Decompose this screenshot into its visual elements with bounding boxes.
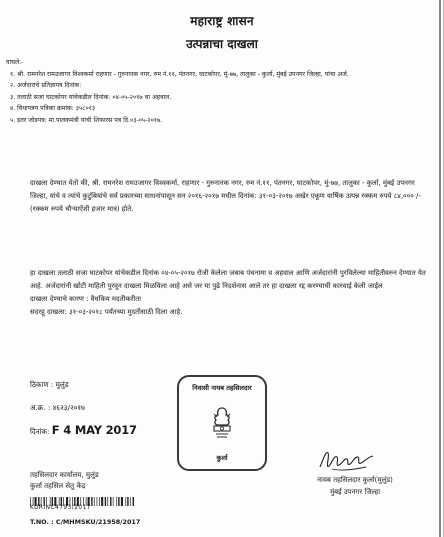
purpose-line: दाखला देण्याचे कारण : वैधकिय मदतीकरीता — [30, 295, 142, 303]
certificate-title: उत्पन्नाचा दाखला — [186, 37, 258, 51]
token-number: T.NO. : C/MHMSKU/21958/2017 — [30, 518, 141, 526]
setu-centre: कुर्ला तहसिल सेतु केंद्र — [30, 482, 86, 490]
basis-text: हा दाखला तलाठी सजा घाटकोपर यांचेकडील दिनांक ०४-०५-२०१७ रोजी केलेला जबाब पंचनामा व अहवाल आणि अर्जदारांनी पुरविलेल्या माहितीवरुन देण्यात येत आहे. अर्जदारांनी खोटी माहिती पुरवून दाखला मिळविला आहे असे जर या पुढे निदर्शनास आले तर हा दाखला रद्द करण्याची कारवाई केली जाईल — [30, 269, 426, 290]
signatory-title: नायब तहसिलदार कुर्ला(मुलुंड) — [317, 476, 393, 484]
official-seal — [177, 375, 267, 471]
income-statement-paragraph: दाखला देण्यात येतो की, श्री. रामनरेश रामउजागर विश्वकर्मा, राहणार - गुरुनानक नगर, रुम नं.११, पंतनगर, घाटकोपर, मुं-७७, तालुका - कुर्ला, मुंबई उपनगर जिल्हा, यांचे व त्यांचे कुटुंबियांचे सर्व प्रकारच्या साधनांपासून सन २०१६-२०१७ मधील दिनांक: ३१-०३-२०१७ अखेर एकूण वार्षिक उत्पन्न रक्कम रुपये ८४,००० /- (रक्कम रुपये चौऱ्याऐंशी हजार मात्र) होते. — [30, 179, 421, 213]
office-block — [30, 470, 99, 492]
reference-item-3: ३. तलाठी सजा घाटकोपर यांचेकडील दिनांक: ०४-०५-२०१७ चा अहवाल. — [10, 93, 172, 101]
signatory-block — [280, 474, 430, 498]
place-line: ठिकाण : मुलुंड — [30, 380, 69, 389]
references-section — [6, 57, 426, 127]
date-label: दिनांक: — [30, 427, 50, 436]
date-line — [30, 419, 137, 443]
signatory-district: मुंबई उपनगर जिल्हा — [329, 488, 381, 496]
outward-number: अ.क्र. : ४६२३/२०१७ — [30, 403, 85, 412]
validity-line: सदरहू दाखला: ३१-०३-२०१८ पर्यंतच्या मुदतीसाठी दिला आहे. — [30, 308, 183, 316]
page-edge — [439, 0, 441, 537]
office-name: तहसिलदार कार्यालय, मुलुंड — [30, 471, 99, 479]
seal-bottom-text: कुर्ला — [216, 454, 228, 462]
date-stamp: F 4 MAY 2017 — [51, 423, 137, 437]
issue-details — [30, 373, 137, 443]
seal-top-text: निवासी नायब तहसिलदार — [192, 384, 252, 392]
basis-paragraph — [30, 267, 428, 319]
references-heading: वाचले:- — [6, 59, 24, 66]
barcode-number: KURINC4793/2017 — [30, 505, 91, 511]
reference-item-2: २. अर्जदाराचे प्रतिज्ञापत्र दिनांक: — [10, 82, 82, 90]
reference-item-5: ५. इतर जोडपत्र: मा.पालकमंत्री यांची शिफारस पत्र दि.०३-०५-२०१७. — [10, 116, 163, 124]
document-header — [0, 12, 444, 52]
reference-item-1: १. श्री. रामनरेश रामउजागर विश्वकर्मा राहणार - गुरुनानक नगर, रुम नं.११, पंतनगर, घाटकोपर, मुं-७७, तालुका - कुर्ला, मुंबई उपनगर जिल्हा, यांचा अर्ज. — [10, 70, 349, 78]
govt-title: महाराष्ट्र शासन — [190, 14, 254, 28]
reference-item-4: ४. विधापत्रय पत्रिका क्रमांक: ३५८०१३ — [10, 105, 96, 113]
emblem-icon — [208, 405, 236, 445]
